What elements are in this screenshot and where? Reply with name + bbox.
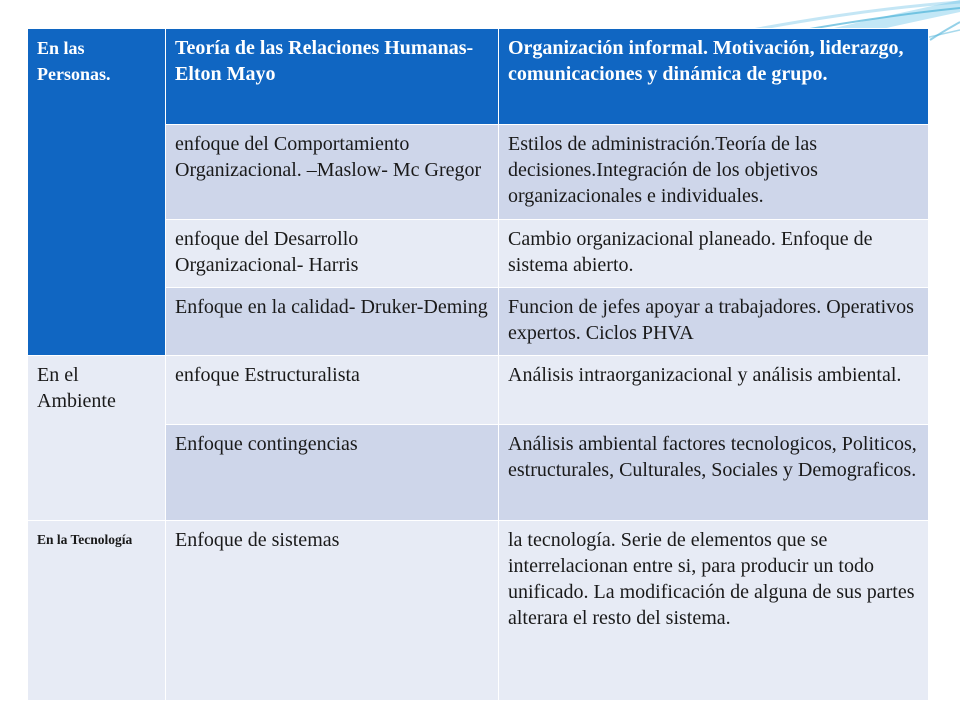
enfoque-cell: Enfoque contingencias [166, 425, 499, 521]
descripcion-cell: Cambio organizacional planeado. Enfoque de sistema abierto. [499, 220, 929, 288]
enfoque-cell: enfoque del Comportamiento Organizacional. –Maslow- Mc Gregor [166, 125, 499, 220]
descripcion-cell: Análisis ambiental factores tecnologicos, Politicos, estructurales, Culturales, Sociales y Demograficos. [499, 425, 929, 521]
group-label-tecnologia: En la Tecnología [28, 521, 166, 701]
enfoque-cell: Teoría de las Relaciones Humanas- Elton Mayo [166, 29, 499, 125]
enfoque-cell: enfoque Estructuralista [166, 356, 499, 425]
descripcion-cell: Funcion de jefes apoyar a trabajadores. Operativos expertos. Ciclos PHVA [499, 288, 929, 356]
enfoque-cell: enfoque del Desarrollo Organizacional- Harris [166, 220, 499, 288]
enfoque-cell: Enfoque de sistemas [166, 521, 499, 701]
group-label-personas: En las Personas. [28, 29, 166, 356]
table-row [28, 521, 929, 701]
descripcion-cell: Organización informal. Motivación, liderazgo, comunicaciones y dinámica de grupo. [499, 29, 929, 125]
descripcion-cell: Análisis intraorganizacional y análisis ambiental. [499, 356, 929, 425]
group-label-ambiente: En el Ambiente [28, 356, 166, 521]
enfoques-table [27, 28, 929, 701]
descripcion-cell: Estilos de administración.Teoría de las decisiones.Integración de los objetivos organizacionales e individuales. [499, 125, 929, 220]
descripcion-cell: la tecnología. Serie de elementos que se interrelacionan entre si, para producir un todo unificado. La modificación de alguna de sus partes alterara el resto del sistema. [499, 521, 929, 701]
table-row [28, 29, 929, 125]
enfoque-cell: Enfoque en la calidad- Druker-Deming [166, 288, 499, 356]
table-row [28, 356, 929, 425]
